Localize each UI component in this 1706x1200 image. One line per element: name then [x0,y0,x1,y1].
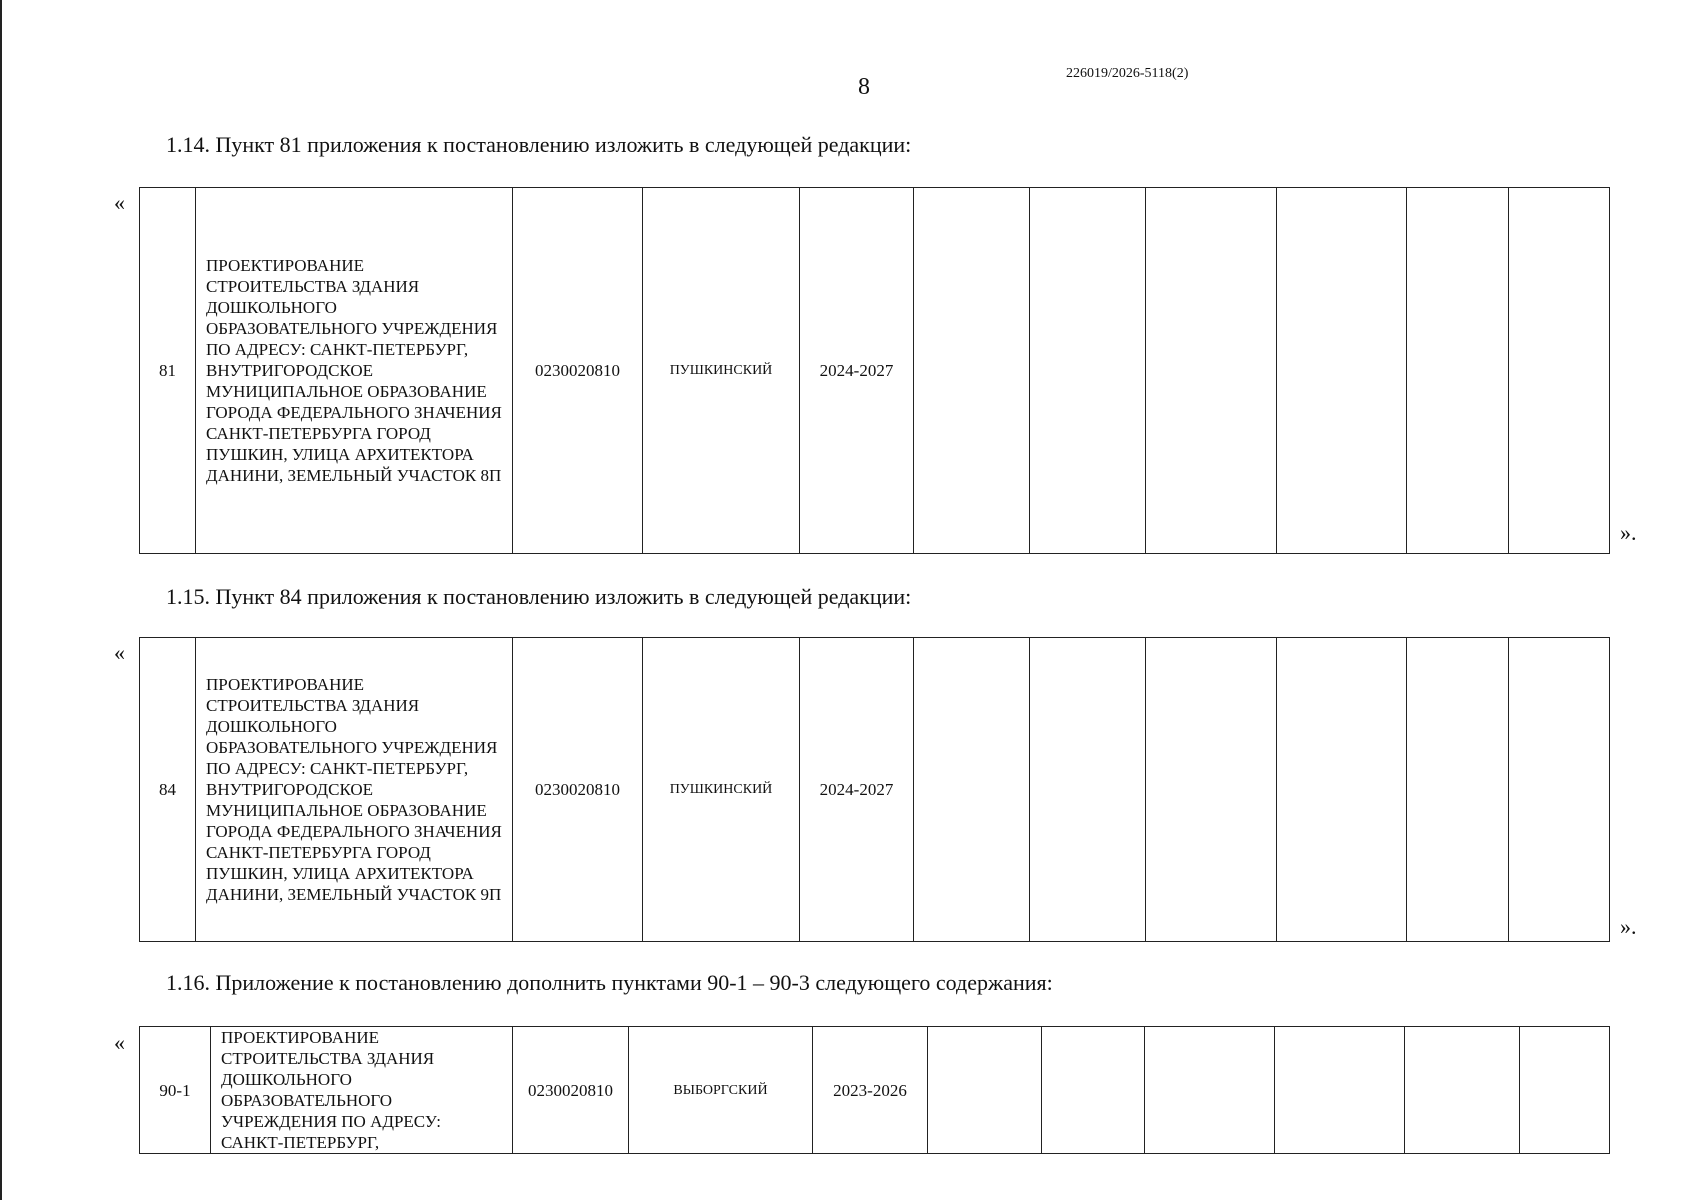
item-period: 2024-2027 [800,638,914,942]
section-heading-1-15: 1.15. Пункт 84 приложения к постановлению изложить в следующей редакции: [166,584,912,609]
item-district: ПУШКИНСКИЙ [643,638,800,942]
item-district: ПУШКИНСКИЙ [643,188,800,554]
empty-cell [1146,638,1277,942]
document-id: 226019/2026-5118(2) [1066,66,1189,81]
close-quote: ». [1620,520,1637,545]
table-item-84 [139,637,1610,942]
item-code: 0230020810 [513,1027,629,1154]
empty-cell [1520,1027,1610,1154]
empty-cell [1030,188,1146,554]
item-period: 2023-2026 [813,1027,928,1154]
table-row [140,188,1610,554]
item-number: 90-1 [140,1027,211,1154]
empty-cell [928,1027,1042,1154]
page-number: 8 [858,74,870,100]
item-district: ВЫБОРГСКИЙ [629,1027,813,1154]
item-code: 0230020810 [513,638,643,942]
open-quote: « [114,640,125,665]
table-item-81 [139,187,1610,554]
empty-cell [1407,638,1509,942]
empty-cell [1145,1027,1275,1154]
empty-cell [1277,638,1407,942]
empty-cell [1509,188,1610,554]
table-item-90-1 [139,1026,1610,1154]
section-heading-1-16: 1.16. Приложение к постановлению дополнить пунктами 90-1 – 90-3 следующего содержания: [166,970,1053,995]
empty-cell [914,638,1030,942]
item-number: 81 [140,188,196,554]
page-left-edge [0,0,2,1200]
open-quote: « [114,190,125,215]
table-row [140,1027,1610,1154]
empty-cell [1277,188,1407,554]
table-row [140,638,1610,942]
section-heading-1-14: 1.14. Пункт 81 приложения к постановлению изложить в следующей редакции: [166,132,912,157]
empty-cell [1042,1027,1145,1154]
empty-cell [1407,188,1509,554]
empty-cell [1275,1027,1405,1154]
close-quote: ». [1620,914,1637,939]
item-description: ПРОЕКТИРОВАНИЕ СТРОИТЕЛЬСТВА ЗДАНИЯ ДОШКОЛЬНОГО ОБРАЗОВАТЕЛЬНОГО УЧРЕЖДЕНИЯ ПО АДРЕСУ: САНКТ-ПЕТЕРБУРГ, ВНУТРИГОРОДСКОЕ МУНИЦИПАЛЬНОЕ ОБРАЗОВАНИЕ ГОРОДА ФЕДЕРАЛЬНОГО ЗНАЧЕНИЯ САНКТ-ПЕТЕРБУРГА ГОРОД ПУШКИН, УЛИЦА АРХИТЕКТОРА ДАНИНИ, ЗЕМЕЛЬНЫЙ УЧАСТОК 8П [196,188,513,554]
item-description: ПРОЕКТИРОВАНИЕ СТРОИТЕЛЬСТВА ЗДАНИЯ ДОШКОЛЬНОГО ОБРАЗОВАТЕЛЬНОГО УЧРЕЖДЕНИЯ ПО АДРЕСУ: САНКТ-ПЕТЕРБУРГ, ВНУТРИГОРОДСКОЕ МУНИЦИПАЛЬНОЕ ОБРАЗОВАНИЕ ГОРОДА ФЕДЕРАЛЬНОГО ЗНАЧЕНИЯ САНКТ-ПЕТЕРБУРГА ГОРОД ПУШКИН, УЛИЦА АРХИТЕКТОРА ДАНИНИ, ЗЕМЕЛЬНЫЙ УЧАСТОК 9П [196,638,513,942]
empty-cell [914,188,1030,554]
empty-cell [1405,1027,1520,1154]
empty-cell [1146,188,1277,554]
open-quote: « [114,1030,125,1055]
item-code: 0230020810 [513,188,643,554]
item-number: 84 [140,638,196,942]
item-description: ПРОЕКТИРОВАНИЕ СТРОИТЕЛЬСТВА ЗДАНИЯ ДОШКОЛЬНОГО ОБРАЗОВАТЕЛЬНОГО УЧРЕЖДЕНИЯ ПО АДРЕСУ: САНКТ-ПЕТЕРБУРГ, [211,1027,513,1154]
empty-cell [1509,638,1610,942]
item-period: 2024-2027 [800,188,914,554]
empty-cell [1030,638,1146,942]
